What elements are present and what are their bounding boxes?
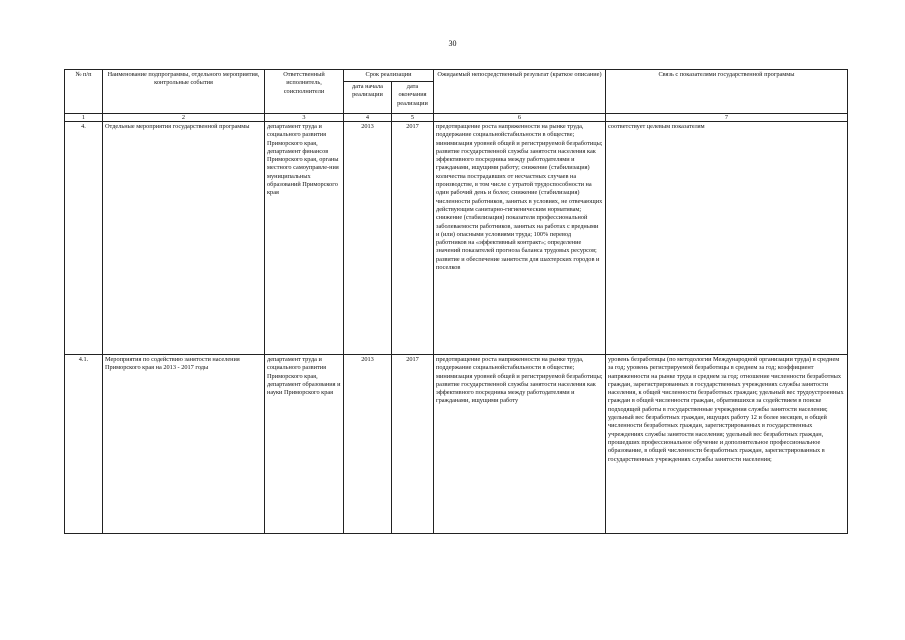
row-num: 4.1. xyxy=(65,355,103,534)
program-table xyxy=(64,69,848,534)
header-end: дата окончания реализации xyxy=(392,82,434,114)
header-link: Связь с показателями государственной программы xyxy=(606,70,848,114)
column-number: 6 xyxy=(434,114,606,122)
column-number: 1 xyxy=(65,114,103,122)
row-end: 2017 xyxy=(392,355,434,534)
column-number: 2 xyxy=(103,114,265,122)
header-num: № п/п xyxy=(65,70,103,114)
row-result: предотвращение роста напряженности на рынке труда, поддержание социальнойстабильности в обществе; минимизация уровней общей и регистрируемой безработицы; развитие государственной службы занятости населения как эффективного посредника между работодателями и гражданами, ищущими работу; снижение (стабилизация) количества пострадавших от несчастных случаев на производстве, в том числе с утратой трудоспособности на один рабочий день и более; снижение (стабилизация) численности работников, занятых в условиях, не отвечающих действующим санитарно-гигиеническим нормативам; снижение (стабилизация) показателя профессиональной заболеваемости работников, занятых на работах с вредными и (или) опасными условиями труда; 100% перевод работников на «эффективный контракт»; определение значений показателей прогноза баланса трудовых ресурсов; развитие и обеспечение занятости для шахтерских городов и поселков xyxy=(434,122,606,355)
row-name: Отдельные мероприятия государственной программы xyxy=(103,122,265,355)
column-number: 7 xyxy=(606,114,848,122)
row-start: 2013 xyxy=(344,122,392,355)
column-number: 4 xyxy=(344,114,392,122)
header-period: Срок реализации xyxy=(344,70,434,82)
row-link: соответствует целевым показателям xyxy=(606,122,848,355)
row-result: предотвращение роста напряженности на рынке труда, поддержание социальнойстабильности в обществе; минимизация уровней общей и регистрируемой безработицы; развитие государственной службы занятости населения как эффективного посредника между работодателями и гражданами, ищущими работу xyxy=(434,355,606,534)
header-responsible: Ответственный исполнитель, соисполнители xyxy=(265,70,344,114)
row-start: 2013 xyxy=(344,355,392,534)
page-number: 30 xyxy=(448,39,457,48)
row-name: Мероприятия по содействию занятости населения Приморского края на 2013 - 2017 годы xyxy=(103,355,265,534)
column-number: 5 xyxy=(392,114,434,122)
header-name: Наименование подпрограммы, отдельного мероприятия, контрольные события xyxy=(103,70,265,114)
row-responsible: департамент труда и социального развития Приморского края, департамент образования и науки Приморского края xyxy=(265,355,344,534)
row-responsible: департамент труда и социального развития Приморского края, департамент финансов Приморского края, органы местного самоуправле-ния муниципальных образований Приморского края xyxy=(265,122,344,355)
header-result: Ожидаемый непосредственный результат (краткое описание) xyxy=(434,70,606,114)
table-row xyxy=(65,122,848,355)
row-link: уровень безработицы (по методологии Международной организации труда) в среднем за год; уровень регистрируемой безработицы в среднем за год; коэффициент напряженности на рынке труда в среднем за год; отношение численности безработных граждан, зарегистрированных в государственных учреждениях службы занятости населения, к общей численности безработных граждан; удельный вес трудоустроенных граждан в общей численности граждан, обратившихся за содействием в поиске подходящей работы в государственные учреждения службы занятости населения; удельный вес безработных граждан, ищущих работу 12 и более месяцев, в общей численности безработных граждан, зарегистрированных в государственных учреждениях службы занятости населения; удельный вес безработных граждан, прошедших профессиональное обучение и дополнительное профессиональное образование, в общей численности безработных граждан, зарегистрированных в государственных учреждениях службы занятости населения; xyxy=(606,355,848,534)
row-end: 2017 xyxy=(392,122,434,355)
row-num: 4. xyxy=(65,122,103,355)
table-row xyxy=(65,355,848,534)
header-start: дата начала реализации xyxy=(344,82,392,114)
column-number: 3 xyxy=(265,114,344,122)
